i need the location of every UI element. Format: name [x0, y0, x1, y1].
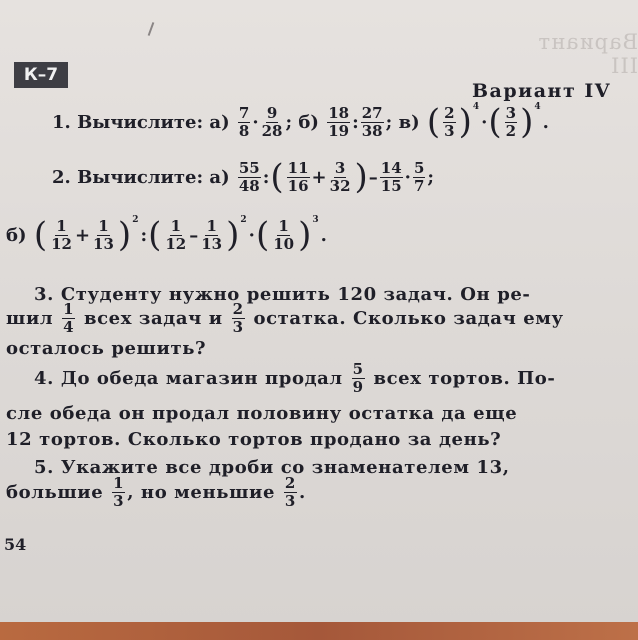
fraction: $\frac{2}{3}$	[284, 474, 296, 510]
problem-2a: 2. Вычислите: а) $\frac{55}{48}$ :( $\frac{11}{16}$ + $\frac{3}{32}$ )– $\frac{14}{15}$ · $\frac{5}{7}$ ;	[52, 157, 435, 197]
test-badge: К–7	[14, 62, 68, 88]
variant-title: Вариант IV	[472, 80, 611, 102]
problem-5-line-1: 5. Укажите все дроби со знаменателем 13,	[34, 457, 510, 478]
fraction: $\frac{1}{4}$	[63, 300, 75, 336]
fraction: $\frac{1}{13}$	[93, 216, 114, 253]
fraction: $\frac{5}{7}$	[413, 158, 425, 195]
problem-5-line-2: большие $\frac{1}{3}$ , но меньшие $\frac{2}{3}$ .	[6, 474, 306, 510]
fraction: $\frac{2}{3}$	[444, 103, 455, 140]
fraction: $\frac{3}{2}$	[505, 103, 517, 140]
problem-4-line-3: 12 тортов. Сколько тортов продано за день?	[6, 429, 502, 450]
problem-4-line-1: 4. До обеда магазин продал $\frac{5}{9}$ всех тортов. По-	[34, 360, 556, 396]
problem-3-line-1: 3. Студенту нужно решить 120 задач. Он ре-	[34, 284, 531, 305]
fraction: $\frac{18}{19}$	[328, 103, 350, 140]
fraction: $\frac{7}{8}$	[238, 103, 250, 140]
problem-1: 1. Вычислите: а) $\frac{7}{8}$ · $\frac{9}{28}$ ; б) $\frac{18}{19}$ : $\frac{27}{38}$ ; в) ( $\frac{2}{3}$ )$^4$·( $\frac{3}{2}$ )$^4$.	[52, 102, 549, 142]
problem-4-line-2: сле обеда он продал половину остатка да еще	[6, 403, 518, 424]
fraction: $\frac{2}{3}$	[232, 300, 244, 336]
pencil-mark	[148, 22, 155, 36]
fraction: $\frac{9}{28}$	[261, 103, 283, 140]
fraction: $\frac{1}{10}$	[273, 216, 295, 253]
fraction: $\frac{11}{16}$	[287, 158, 309, 195]
page-number: 54	[4, 535, 27, 554]
table-surface	[0, 622, 638, 640]
problem-2b: б) ( $\frac{1}{12}$ + $\frac{1}{13}$ )$^2$:( $\frac{1}{12}$ – $\frac{1}{13}$ )$^2$·( $\frac{1}{10}$ )$^3$.	[6, 215, 327, 255]
problem-3-line-2: шил $\frac{1}{4}$ всех задач и $\frac{2}{3}$ остатка. Сколько задач ему	[6, 300, 564, 336]
fraction: $\frac{1}{3}$	[113, 474, 125, 510]
fraction: $\frac{3}{32}$	[329, 158, 351, 195]
fraction: $\frac{14}{15}$	[380, 158, 402, 195]
fraction: $\frac{1}{12}$	[165, 216, 187, 253]
bleed-through-text: Вариант III	[537, 30, 638, 78]
fraction: $\frac{1}{12}$	[51, 216, 72, 253]
problem-3-line-3: осталось решить?	[6, 338, 207, 359]
fraction: $\frac{27}{38}$	[361, 103, 383, 140]
fraction: $\frac{55}{48}$	[238, 158, 260, 195]
fraction: $\frac{5}{9}$	[352, 360, 364, 396]
fraction: $\frac{1}{13}$	[201, 216, 223, 253]
